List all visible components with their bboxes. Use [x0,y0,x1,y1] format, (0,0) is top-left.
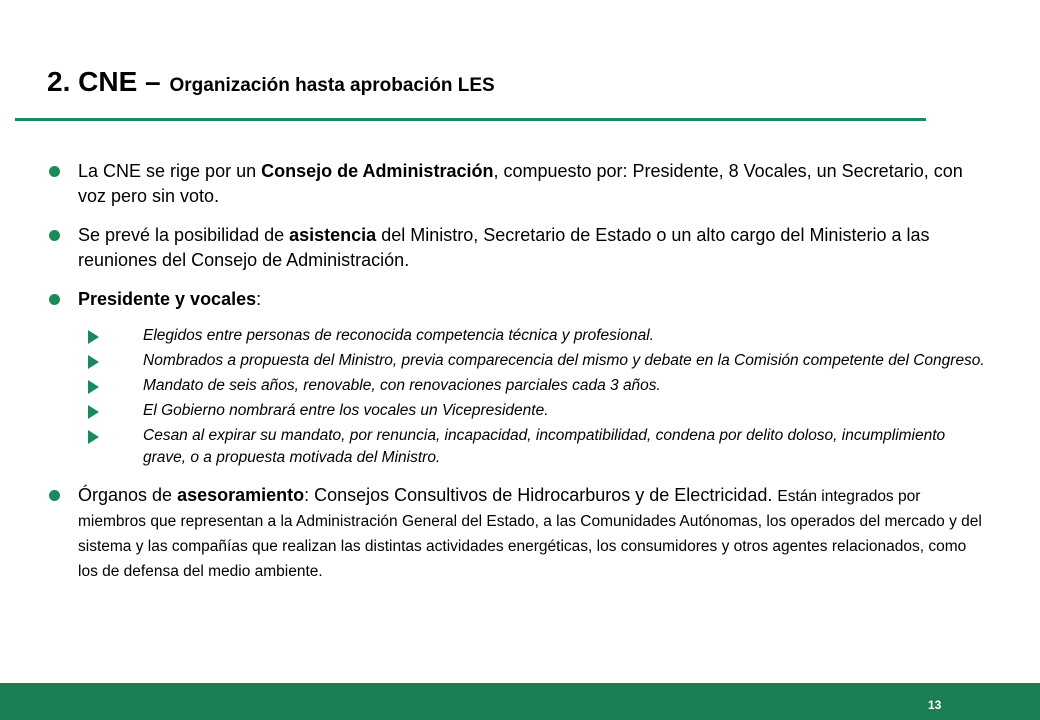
arrow-right-icon [88,405,99,419]
list-item [88,425,989,469]
title-divider [15,118,926,121]
bullet-text: La CNE se rige por un [78,161,262,181]
page-number: 13 [928,698,942,712]
bullet-bold-text: Presidente y vocales [78,289,257,309]
list-item-text: Elegidos entre personas de reconocida competencia técnica y profesional. [143,327,654,344]
title-subtitle: Organización hasta aprobación LES [169,75,495,96]
bullet-dot-icon [49,490,60,501]
bullet-text: , compuesto por: Presidente, 8 Vocales, un Secretario, con voz pero sin voto. [78,161,963,206]
arrow-right-icon [88,430,99,444]
list-item [88,350,989,372]
list-item-text: El Gobierno nombrará entre los vocales un Vicepresidente. [143,402,549,419]
bullet-presidente [49,287,989,312]
list-item-text: Mandato de seis años, renovable, con renovaciones parciales cada 3 años. [143,377,661,394]
bullet-small-text: Están integrados por miembros que representan a la Administración General del Estado, a las Comunidades Autónomas, los operados del mercado y del sistema y las compañías que realizan las distintas actividades energéticas, los consumidores y otros agentes relacionados, como los de defensa del medio ambiente. [78,488,982,580]
bullet-dot-icon [49,230,60,241]
arrow-right-icon [88,330,99,344]
bullet-consejo [49,159,989,209]
title-main: 2. CNE – [47,66,161,97]
footer-bar [0,683,1040,720]
bullet-bold-text: Consejo de Administración [261,161,494,181]
bullet-bold-text: asesoramiento [177,485,305,505]
bullet-text: Órganos de [78,485,178,505]
bullet-text: Se prevé la posibilidad de [78,225,290,245]
bullet-asesoramiento [49,483,989,583]
presidente-sublist [88,325,989,469]
bullet-dot-icon [49,294,60,305]
slide-content [49,159,989,583]
arrow-right-icon [88,355,99,369]
slide-title [47,62,495,99]
list-item-text: Cesan al expirar su mandato, por renuncia, incapacidad, incompatibilidad, condena por delito doloso, incumplimiento grave, o a propuesta motivada del Ministro. [143,427,946,466]
bullet-asistencia [49,223,989,273]
list-item-text: Nombrados a propuesta del Ministro, previa comparecencia del mismo y debate en la Comisión competente del Congreso. [143,352,985,369]
bullet-text: : [256,289,262,309]
bullet-text: del Ministro, Secretario de Estado o un alto cargo del Ministerio a las reuniones del Consejo de Administración. [78,225,930,270]
bullet-dot-icon [49,166,60,177]
bullet-text: : Consejos Consultivos de Hidrocarburos y de Electricidad. [304,485,778,505]
bullet-bold-text: asistencia [289,225,377,245]
list-item [88,375,989,397]
list-item [88,325,989,347]
arrow-right-icon [88,380,99,394]
list-item [88,400,989,422]
